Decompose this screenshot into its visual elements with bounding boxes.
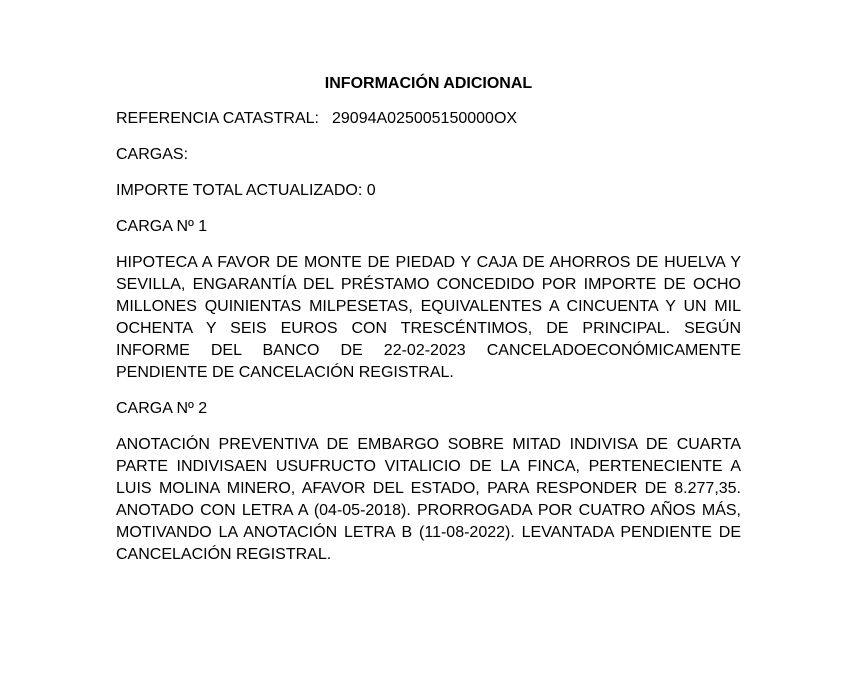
- referencia-label: REFERENCIA CATASTRAL:: [116, 110, 319, 127]
- carga-1-heading: CARGA Nº 1: [116, 218, 208, 235]
- referencia-value: 29094A025005150000OX: [332, 110, 518, 127]
- document-page: [116, 74, 741, 580]
- carga-2-heading: CARGA Nº 2: [116, 400, 208, 417]
- carga-1-text: HIPOTECA A FAVOR DE MONTE DE PIEDAD Y CAJA DE AHORROS DE HUELVA Y SEVILLA, ENGARANTÍA DEL PRÉSTAMO CONCEDIDO POR IMPORTE DE OCHO MILLONES QUINIENTAS MILPESETAS, EQUIVALENTES A CINCUENTA Y UN MIL OCHENTA Y SEIS EUROS CON TRESCÉNTIMOS, DE PRINCIPAL. SEGÚN INFORME DEL BANCO DE 22-02-2023 CANCELADOECONÓMICAMENTE PENDIENTE DE CANCELACIÓN REGISTRAL.: [116, 254, 741, 381]
- importe-total: IMPORTE TOTAL ACTUALIZADO: 0: [116, 182, 376, 199]
- carga-2-text: ANOTACIÓN PREVENTIVA DE EMBARGO SOBRE MITAD INDIVISA DE CUARTA PARTE INDIVISAEN USUFRUCTO VITALICIO DE LA FINCA, PERTENECIENTE A LUIS MOLINA MINERO, AFAVOR DEL ESTADO, PARA RESPONDER DE 8.277,35. ANOTADO CON LETRA A (04-05-2018). PRORROGADA POR CUATRO AÑOS MÁS, MOTIVANDO LA ANOTACIÓN LETRA B (11-08-2022). LEVANTADA PENDIENTE DE CANCELACIÓN REGISTRAL.: [116, 436, 741, 563]
- cargas-label: CARGAS:: [116, 146, 189, 163]
- document-title: INFORMACIÓN ADICIONAL: [324, 75, 533, 92]
- referencia-catastral: [116, 108, 741, 130]
